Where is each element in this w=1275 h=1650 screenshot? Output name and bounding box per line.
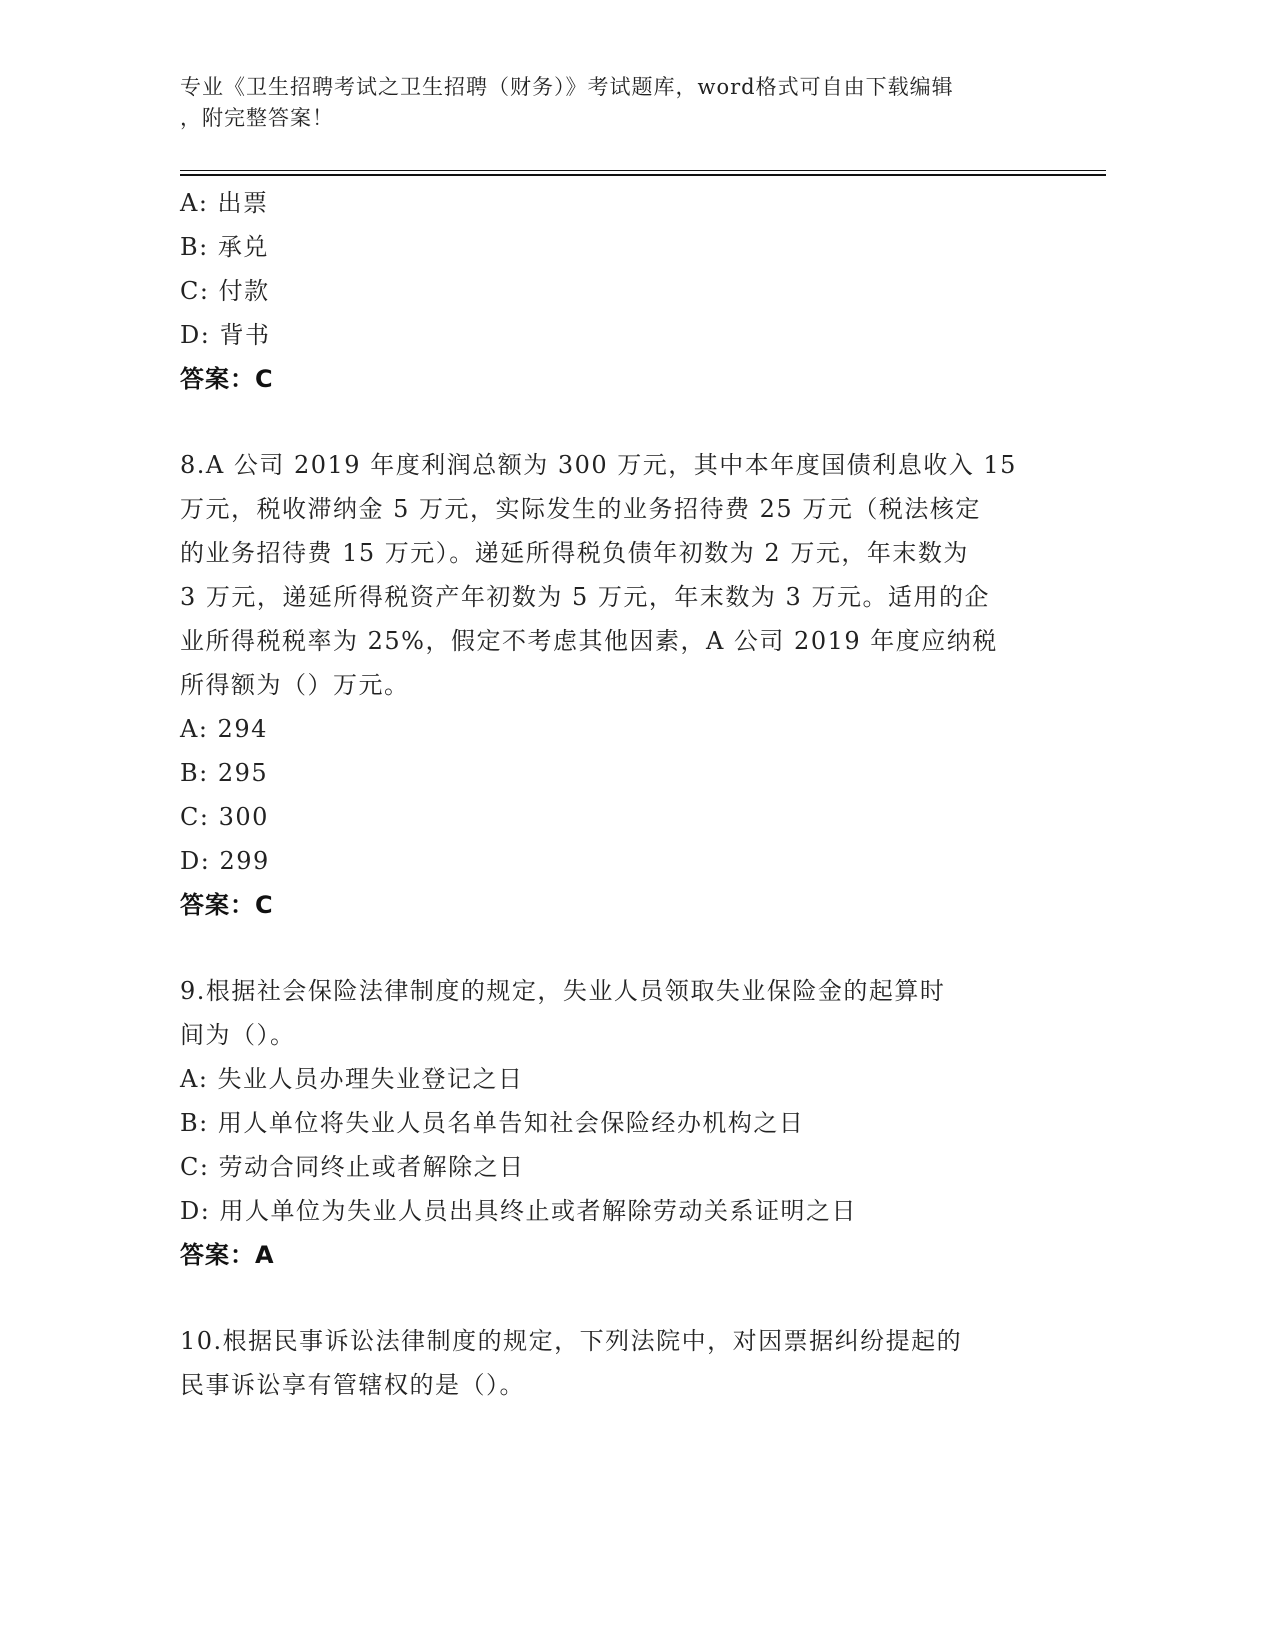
answer-line: 答案：A <box>180 1241 275 1269</box>
option-d: D: 用人单位为失业人员出具终止或者解除劳动关系证明之日 <box>180 1197 857 1225</box>
option-d: D: 背书 <box>180 321 271 349</box>
header-divider-thin <box>180 170 1106 171</box>
option-c: C: 付款 <box>180 277 270 305</box>
spacer <box>180 927 1060 969</box>
document-header <box>180 72 1030 134</box>
question-list <box>180 181 1060 1407</box>
option-a: A: 出票 <box>180 189 269 217</box>
header-line-1: 专业《卫生招聘考试之卫生招聘（财务）》考试题库，word格式可自由下载编辑 <box>180 75 954 99</box>
option-a: A: 294 <box>180 715 268 743</box>
question-9 <box>180 969 1060 1277</box>
answer-line: 答案：C <box>180 365 274 393</box>
question-text-line: 9.根据社会保险法律制度的规定，失业人员领取失业保险金的起算时 <box>180 977 946 1005</box>
option-b: B: 用人单位将失业人员名单告知社会保险经办机构之日 <box>180 1109 805 1137</box>
answer-line: 答案：C <box>180 891 274 919</box>
option-a: A: 失业人员办理失业登记之日 <box>180 1065 524 1093</box>
spacer <box>180 1277 1060 1319</box>
option-d: D: 299 <box>180 847 270 875</box>
header-line-2: ，附完整答案！ <box>180 106 334 130</box>
question-text-line: 间为（）。 <box>180 1021 296 1049</box>
question-7-continued <box>180 181 1060 401</box>
question-text-line: 业所得税税率为 25%，假定不考虑其他因素，A 公司 2019 年度应纳税 <box>180 627 998 655</box>
question-text-line: 万元，税收滞纳金 5 万元，实际发生的业务招待费 25 万元（税法核定 <box>180 495 981 523</box>
option-b: B: 295 <box>180 759 269 787</box>
question-text-line: 所得额为（）万元。 <box>180 671 410 699</box>
header-divider-thick <box>180 174 1106 176</box>
option-c: C: 劳动合同终止或者解除之日 <box>180 1153 525 1181</box>
question-text-line: 3 万元，递延所得税资产年初数为 5 万元，年末数为 3 万元。适用的企 <box>180 583 990 611</box>
question-text-line: 民事诉讼享有管辖权的是（）。 <box>180 1371 525 1399</box>
question-text-line: 8.A 公司 2019 年度利润总额为 300 万元，其中本年度国债利息收入 15 <box>180 451 1017 479</box>
question-10 <box>180 1319 1060 1407</box>
option-b: B: 承兑 <box>180 233 269 261</box>
spacer <box>180 401 1060 443</box>
option-c: C: 300 <box>180 803 269 831</box>
question-text-line: 10.根据民事诉讼法律制度的规定，下列法院中，对因票据纠纷提起的 <box>180 1327 963 1355</box>
question-text-line: 的业务招待费 15 万元）。递延所得税负债年初数为 2 万元，年末数为 <box>180 539 969 567</box>
question-8 <box>180 443 1060 927</box>
